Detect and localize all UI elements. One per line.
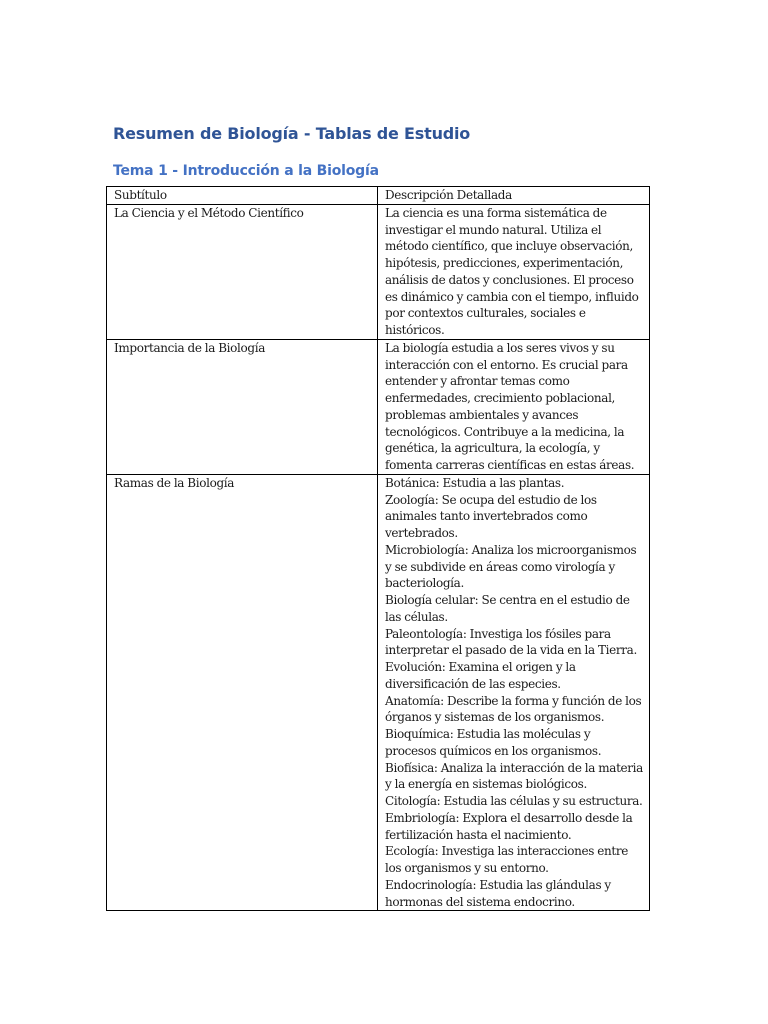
column-header-description: Descripción Detallada xyxy=(378,187,650,205)
column-header-subtitle: Subtítulo xyxy=(107,187,378,205)
table-row xyxy=(107,204,650,339)
branch-item: Embriología: Explora el desarrollo desde la fertilización hasta el nacimiento. xyxy=(385,810,633,842)
document-title: Resumen de Biología - Tablas de Estudio xyxy=(113,124,471,143)
row-subtitle: La Ciencia y el Método Científico xyxy=(107,204,378,339)
row-description: La biología estudia a los seres vivos y su interacción con el entorno. Es crucial para entender y afrontar temas como enfermedades, crecimiento poblacional, problemas ambientales y avances tecnológicos. Contribuye a la medicina, la genética, la agricultura, la ecología, y fomenta carreras científicas en estas áreas. xyxy=(378,339,650,474)
branch-item: Microbiología: Analiza los microorganismos y se subdivide en áreas como virología y bacteriología. xyxy=(385,542,637,591)
branch-item: Evolución: Examina el origen y la diversificación de las especies. xyxy=(385,660,576,691)
branch-item: Biofísica: Analiza la interacción de la materia y la energía en sistemas biológicos. xyxy=(385,760,643,792)
table-row xyxy=(107,474,650,911)
study-table xyxy=(106,186,650,911)
branch-item: Anatomía: Describe la forma y función de los órganos y sistemas de los organismos. xyxy=(385,693,642,725)
branch-item: Botánica: Estudia a las plantas. xyxy=(385,475,565,490)
row-subtitle: Ramas de la Biología xyxy=(107,474,378,911)
table-row xyxy=(107,339,650,474)
branch-item: Biología celular: Se centra en el estudio de las células. xyxy=(385,593,630,624)
branch-item: Citología: Estudia las células y su estructura. xyxy=(385,794,643,808)
branch-item: Paleontología: Investiga los fósiles para interpretar el pasado de la vida en la Tierra. xyxy=(385,626,637,658)
section-heading: Tema 1 - Introducción a la Biología xyxy=(113,163,379,179)
row-description xyxy=(378,474,650,911)
branch-item: Zoología: Se ocupa del estudio de los animales tanto invertebrados como vertebrados. xyxy=(385,492,597,540)
table-header-row xyxy=(107,187,650,205)
branch-item: Endocrinología: Estudia las glándulas y hormonas del sistema endocrino. xyxy=(385,877,611,909)
row-subtitle: Importancia de la Biología xyxy=(107,339,378,474)
row-description: La ciencia es una forma sistemática de investigar el mundo natural. Utiliza el método científico, que incluye observación, hipótesis, predicciones, experimentación, análisis de datos y conclusiones. El proceso es dinámico y cambia con el tiempo, influido por contextos culturales, sociales e históricos. xyxy=(378,204,650,339)
branch-item: Bioquímica: Estudia las moléculas y procesos químicos en los organismos. xyxy=(385,727,602,758)
branch-item: Ecología: Investiga las interacciones entre los organismos y su entorno. xyxy=(385,844,629,875)
